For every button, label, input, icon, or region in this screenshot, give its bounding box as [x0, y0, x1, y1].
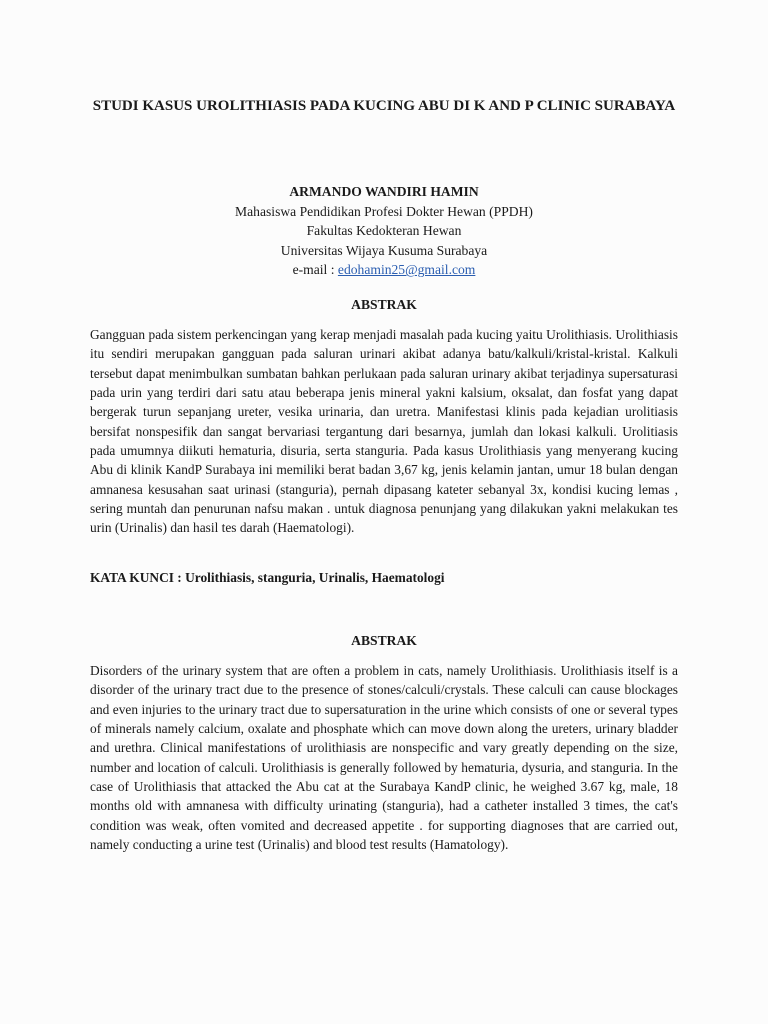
affiliation-program: Mahasiswa Pendidikan Profesi Dokter Hewan (PPDH): [235, 203, 533, 219]
abstract-heading-indonesian: ABSTRAK: [351, 297, 417, 312]
keywords-value: Urolithiasis, stanguria, Urinalis, Haematologi: [185, 570, 445, 585]
abstract-body-english: Disorders of the urinary system that are often a problem in cats, namely Urolithiasis. Urolithiasis itself is a disorder of the urinary tract due to the presence of stones/calculi/crystals. These calculi can cause blockages and even injuries to the urinary tract due to supersaturation in the urine which consists of one or several types of minerals namely calcium, oxalate and phosphate which can move down along the ureters, urinary bladder and urethra. Clinical manifestations of urolithiasis are nonspecific and vary greatly depending on the size, number and location of calculi. Urolithiasis is generally followed by hematuria, dysuria, and stanguria. In the case of Urolithiasis that attacked the Abu cat at the Surabaya KandP clinic, he weighed 3.67 kg, male, 18 months old with amnanesa with difficulty urinating (stanguria), had a catheter installed 3 times, the cat's condition was weak, often vomited and decreased appetite . for supporting diagnoses that are carried out, namely conducting a urine test (Urinalis) and blood test results (Hamatology).: [90, 663, 678, 853]
abstract-body-indonesian: Gangguan pada sistem perkencingan yang kerap menjadi masalah pada kucing yaitu Urolithiasis. Urolithiasis itu sendiri merupakan gangguan pada saluran urinari akibat adanya batu/kalkuli/kristal-kristal. Kalkuli tersebut dapat menimbulkan sumbatan bahkan perlukaan pada saluran urinary akibat terjadinya supersaturasi pada urin yang terdiri dari satu atau beberapa jenis mineral yakni kalsium, oksalat, dan fosfat yang dapat bergerak turun sepanjang ureter, vesika urinaria, dan uretra. Manifestasi klinis pada kejadian urolitiasis bersifat nonspesifik dan sangat bervariasi tergantung dari besarnya, jumlah dan lokasi kalkuli. Urolitiasis pada umumnya diikuti hematuria, disuria, serta stanguria. Pada kasus Urolithiasis yang menyerang kucing Abu di klinik KandP Surabaya ini memiliki berat badan 3,67 kg, jenis kelamin jantan, umur 18 bulan dengan amnanesa kesusahan saat urinasi (stanguria), pernah dipasang kateter sebanyal 3x, kondisi kucing lemas , sering muntah dan penurunan nafsu makan . untuk diagnosa penunjang yang dilakukan yakni melakukan tes urin (Urinalis) dan hasil tes darah (Haematologi).: [90, 327, 678, 536]
affiliation-faculty: Fakultas Kedokteran Hewan: [306, 223, 462, 239]
email-link[interactable]: edohamin25@gmail.com: [337, 262, 476, 278]
author-block: [90, 182, 678, 280]
keywords-label: KATA KUNCI :: [90, 570, 186, 585]
paper-title: STUDI KASUS UROLITHIASIS PADA KUCING ABU DI K AND P CLINIC SURABAYA: [92, 98, 676, 114]
author-name: ARMANDO WANDIRI HAMIN: [289, 184, 479, 199]
email-label: e-mail :: [292, 262, 338, 278]
abstract-heading-english: ABSTRAK: [351, 633, 417, 648]
keywords-line: [90, 568, 678, 588]
affiliation-university: Universitas Wijaya Kusuma Surabaya: [280, 242, 488, 258]
email-line: [90, 260, 678, 280]
